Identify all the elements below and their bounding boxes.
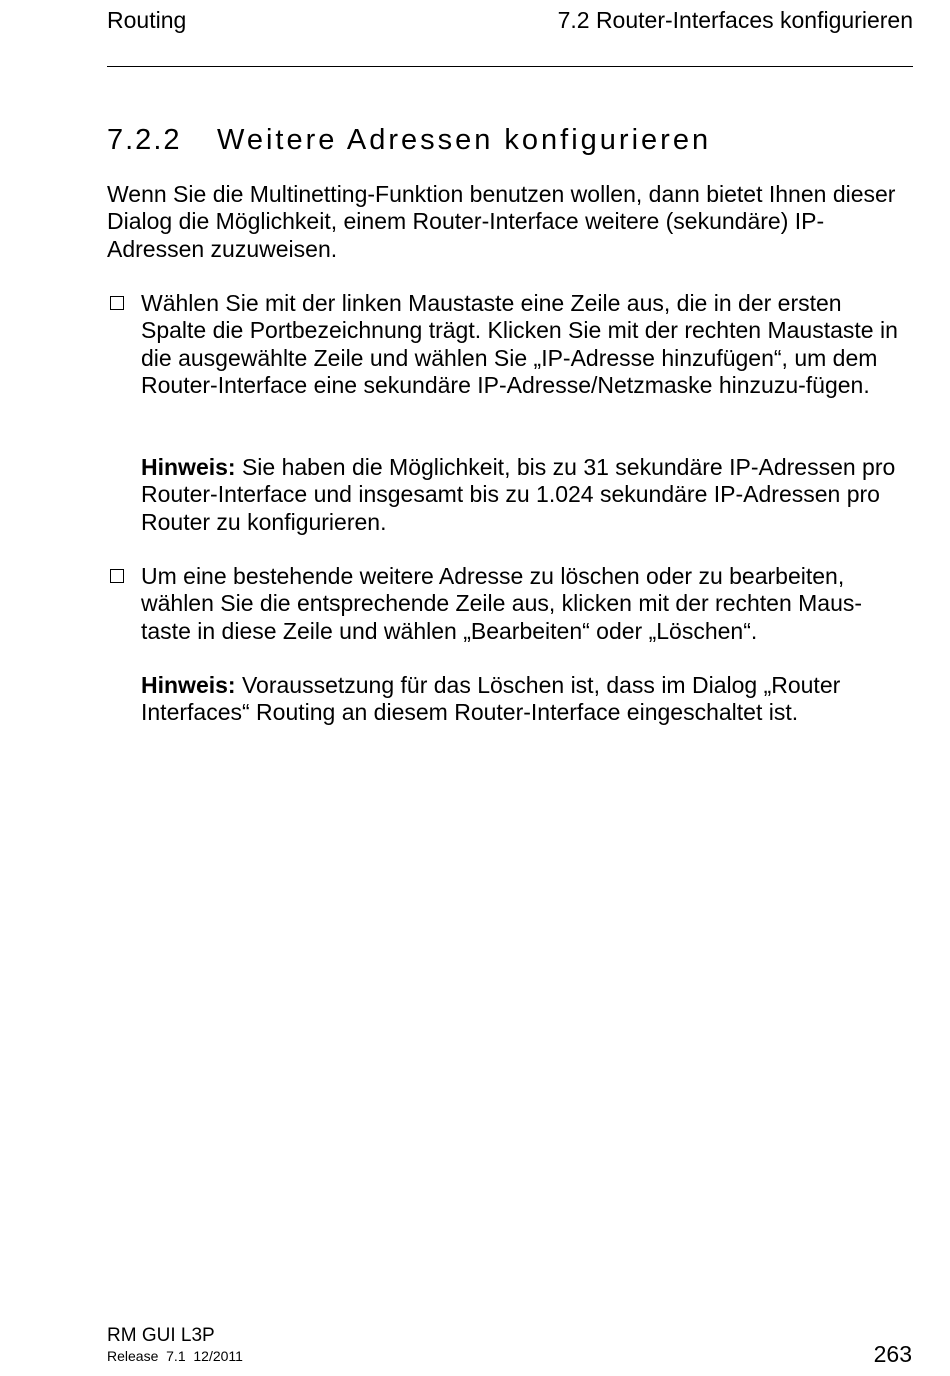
footer-release: Release 7.1 12/2011 — [107, 1348, 243, 1364]
step-text: Wählen Sie mit der linken Maustaste eine Zeile aus, die in der ersten Spalte die Portbezeichnung trägt. Klicken Sie mit der rechten Maustaste in die ausgewählte Zeile und wählen Sie „IP-Adresse hinzufügen“, um dem Router-Interface eine sekundäre IP-Adresse/Netzmaske hinzuzu-fügen. — [141, 290, 898, 398]
footer-document-name: RM GUI L3P — [107, 1325, 215, 1346]
section-number: 7.2.2 — [107, 124, 182, 156]
header-section: 7.2 Router-Interfaces konfigurieren — [557, 7, 913, 33]
header-divider — [107, 66, 913, 67]
page-number: 263 — [873, 1341, 912, 1367]
step-item — [107, 563, 913, 645]
note-label: Hinweis: — [141, 672, 236, 698]
note-text: Sie haben die Möglichkeit, bis zu 31 sekundäre IP-Adressen pro Router-Interface und insgesamt bis zu 1.024 sekundäre IP-Adressen pro Router zu konfigurieren. — [141, 454, 896, 535]
section-title: Weitere Adressen konfigurieren — [217, 124, 712, 156]
note-text: Voraussetzung für das Löschen ist, dass im Dialog „Router Interfaces“ Routing an diesem Router-Interface eingeschaltet ist. — [141, 672, 841, 726]
intro-paragraph: Wenn Sie die Multinetting-Funktion benutzen wollen, dann bietet Ihnen dieser Dialog die Möglichkeit, einem Router-Interface weitere (sekundäre) IP-Adressen zuzuweisen. — [107, 181, 896, 262]
checkbox-bullet-icon — [110, 569, 124, 583]
note-paragraph — [141, 672, 911, 727]
checkbox-bullet-icon — [110, 296, 124, 310]
note-label: Hinweis: — [141, 454, 236, 480]
step-item — [107, 290, 913, 399]
section-heading — [107, 122, 711, 158]
note-paragraph — [141, 454, 911, 536]
header-chapter: Routing — [107, 7, 187, 33]
step-text: Um eine bestehende weitere Adresse zu löschen oder zu bearbeiten, wählen Sie die entsprechende Zeile aus, klicken mit der rechten Maus-taste in diese Zeile und wählen „Bearbeiten“ oder „Löschen“. — [141, 563, 863, 644]
